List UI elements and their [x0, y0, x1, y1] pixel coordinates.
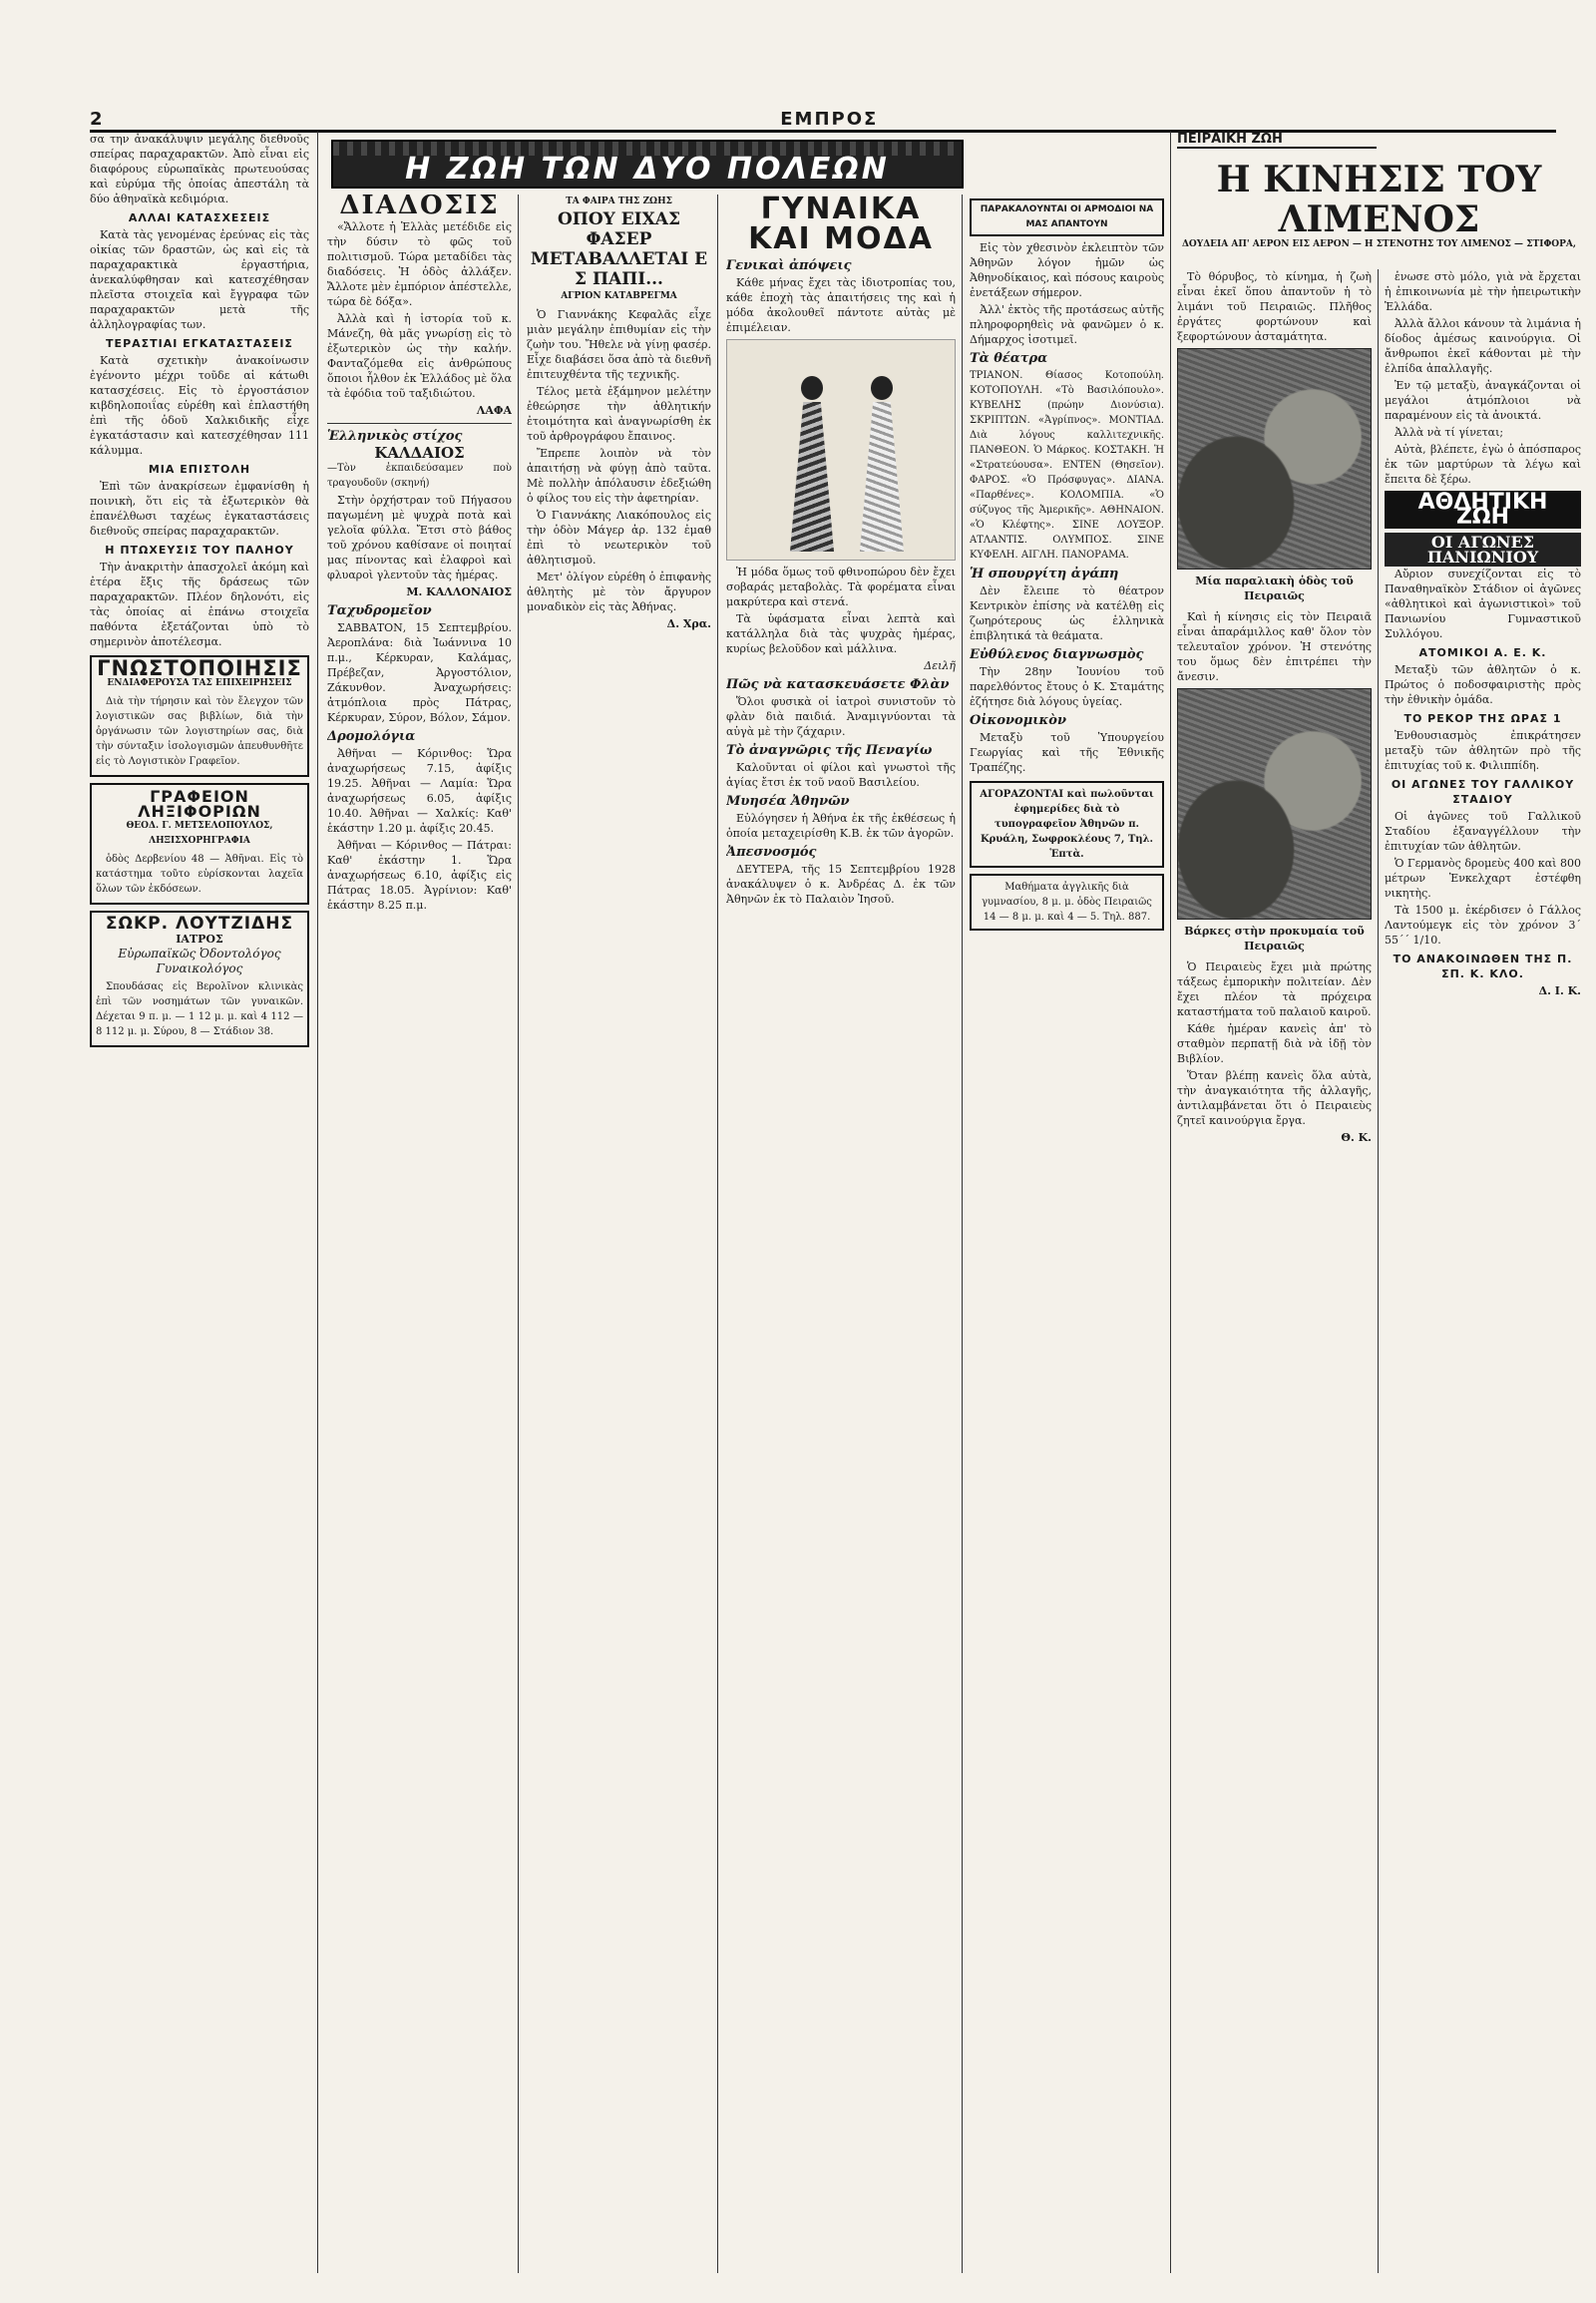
article-text: Ὁ Πειραιεὺς ἔχει μιὰ πρώτης τάξεως ἐμπορικὴν πολιτείαν. Δὲν ἔχει πλέον τὰ πρόχειρα καταστήματα τοῦ παλαιοῦ καιροῦ. — [1177, 960, 1372, 1018]
subhead-allai: ΑΛΛΑΙ ΚΑΤΑΣΧΕΣΕΙΣ — [128, 211, 271, 224]
article-text: Ἐπὶ τῶν ἀνακρίσεων ἐμφανίσθη ἡ ποινικὴ, ὅτι εἰς τὰ ἐξωτερικὸν θὰ ἐπανέλθωσι ταχέως ἐγκαταστάσεις διεθνοῦς σπείρας παραχαρακτῶν. — [90, 480, 309, 538]
section-athlitiki: ΑΘΛΗΤΙΚΗ ΖΩΗ — [1385, 491, 1581, 529]
article-text: Στὴν ὀρχήστραν τοῦ Πήγασου παγωμένη μὲ ψυχρὰ ποτὰ καὶ γελοῖα φύλλα. Ἔτσι στὸ βάθος τοῦ χρόνου καθίσανε οἱ ποιηταί μας πίνοντας καὶ ἐλαφροὶ καὶ φλυαροὶ γλεντοῦν τὰς ἡμέρας. — [327, 494, 512, 581]
article-text: Τέλος μετὰ ἐξάμηνον μελέτην ἐθεώρησε τὴν ἀθλητικήν ἐτοιμότητα καὶ ἀναγνωρίσθη ἐκ τοῦ ἀρθρογράφου ἔπαινος. — [527, 385, 711, 443]
article-text: Δὲν ἔλειπε τὸ θέατρον Κεντρικὸν ἐπίσης νὰ κατέλθῃ εἰς ζωηρότερους ὡς ἑλληνικὰ ἐπιβλητικά τὰ θεάματα. — [970, 584, 1164, 642]
article-text: Εὐλόγησεν ἡ Ἀθήνα ἐκ τῆς ἐκθέσεως ἡ ὁποία μεταχειρίσθη Κ.Β. ἐκ τῶν ἀγορῶν. — [726, 812, 956, 840]
column-rule — [717, 194, 718, 2273]
ad-doctor-role: ΙΑΤΡΟΣ — [176, 933, 223, 946]
kicker: ΤΑ ΦΑΙΡΑ ΤΗΣ ΖΩΗΣ — [566, 196, 672, 206]
subhead-dromologia: Δρομολόγια — [327, 729, 416, 744]
ad-doctor-specialty: Εὐρωπαϊκῶς Ὀδοντολόγος Γυναικολόγος — [118, 947, 281, 975]
subhead-ellinikos: Ἑλληνικὸς στίχος — [327, 429, 463, 444]
article-text: Οἱ ἀγῶνες τοῦ Γαλλικοῦ Σταδίου ἐξαναγγέλλουν τὴν ἐπιτυχίαν τῶν ἀθλητῶν. — [1385, 810, 1581, 853]
page-header — [90, 108, 1556, 133]
ad-grafeion — [90, 783, 309, 905]
column-5 — [970, 194, 1164, 2273]
column-6-body — [1177, 269, 1372, 2273]
column-3 — [527, 194, 711, 2273]
subhead-anakoinothen: ΤΟ ΑΝΑΚΟΙΝΩΘΕΝ ΤΗΣ Π. ΣΠ. Κ. ΚΛΟ. — [1393, 953, 1573, 980]
article-text: Ἐνθουσιασμὸς ἐπικράτησεν μεταξὺ τῶν ἀθλητῶν πρὸ τῆς ἐπιτυχίας τοῦ κ. Φιλιππίδη. — [1385, 729, 1581, 772]
ad-gnostopoiisis — [90, 655, 309, 777]
article-text: Ὁ Γιαννάκης Λιακόπουλος εἰς τὴν ὁδὸν Μάγερ ἀρ. 132 ἐμαθ ἐπὶ τὸ νεωτερικὸν τοῦ ἀθλητισμοῦ. — [527, 509, 711, 567]
article-text: Τὴν 28ην Ἰουνίου τοῦ παρελθόντος ἔτους ὁ Κ. Σταμάτης ἐζήτησε διὰ λόγους ὑγείας. — [970, 665, 1164, 708]
article-text: Ἀλλὰ καὶ ἡ ἱστορία τοῦ κ. Μάνεζη, θὰ μᾶς γνωρίσῃ εἰς τὸ ἐξωτερικὸν ὡς τὴν καλήν. Φανταζόμεθα εἰς ἀνθρώπους ὅποιοι ἦλθον ἐκ Ἑλλάδος μὲ ὅλα τὰ ἐφόδια τοῦ ταξιδιώτου. — [327, 312, 512, 400]
ad-body: Διὰ τὴν τήρησιν καὶ τὸν ἔλεγχον τῶν λογιστικῶν σας βιβλίων, διὰ τὴν ὀργάνωσιν τῶν λογιστηρίων σας, διὰ τὴν σύνταξιν ἰσολογισμῶν ἀπευθυνθῆτε εἰς τὸ Λογιστικὸν Γραφεῖον. — [96, 696, 303, 767]
headline-panioniou: ΟΙ ΑΓΩΝΕΣ ΠΑΝΙΩΝΙΟΥ — [1385, 533, 1581, 567]
column-rule — [962, 194, 963, 2273]
ad-title: ΓΡΑΦΕΙΟΝ ΛΗΞΙΦΟΡΙΩΝ — [138, 787, 261, 821]
ad-mathimata: Μαθήματα ἀγγλικῆς διὰ γυμνασίου, 8 μ. μ. ὁδὸς Πειραιῶς 14 — 8 μ. μ. καὶ 4 — 5. Τηλ. 887. — [970, 874, 1164, 931]
article-text: Αὔριον συνεχίζονται εἰς τὸ Παναθηναϊκὸν Στάδιον οἱ ἀγῶνες «ἀθλητικοὶ καὶ ἀγωνιστικοὶ» τοῦ Πανιωνίου Γυμναστικοῦ Συλλόγου. — [1385, 568, 1581, 640]
signature: Θ. Κ. — [1341, 1131, 1372, 1144]
headline-diadosis: ΔΙΑΔΟΣΙΣ — [339, 194, 500, 220]
ad-subtitle: ΕΝΔΙΑΦΕΡΟΥΣΑ ΤΑΣ ΕΠΙΧΕΙΡΗΣΕΙΣ — [107, 678, 292, 688]
article-text: Τὰ 1500 μ. ἐκέρδισεν ὁ Γάλλος Λαντούμεγκ εἰς τὸν χρόνον 3΄ 55΄΄ 1/10. — [1385, 904, 1581, 947]
column-4 — [726, 194, 956, 2273]
article-text: Ἀλλὰ νὰ τί γίνεται; — [1395, 426, 1504, 439]
column-rule — [317, 132, 318, 2273]
article-text: Ἀλλ' ἐκτὸς τῆς προτάσεως αὐτῆς πληροφορηθεὶς νὰ φανῶμεν ὁ κ. Δήμαρχος ἰσοτιμεῖ. — [970, 303, 1164, 346]
article-text: Ἀθῆναι — Κόρινθος — Πάτραι: Καθ' ἑκάστην 1. Ὥρα ἀναχωρήσεως 6.10, ἀφίξις εἰς Πάτρας 18.05. Ἀγρίνιον: Καθ' ἑκάστην 8.25 π.μ. — [327, 839, 512, 912]
subhead-spourgiti: Ἡ σπουργίτη ἀγάπη — [970, 567, 1119, 581]
article-text: Εἰς τὸν χθεσινὸν ἐκλειπτὸν τῶν Ἀθηνῶν λόγον ἡμῶν ὡς Ἀθηνοδίκαιος, καὶ πόσους καιροὺς ἐνετάξεων σήμερον. — [970, 241, 1164, 299]
section-peiraiki: ΠΕΙΡΑΙΚΗ ΖΩΗ — [1177, 132, 1377, 149]
subhead: ΑΓΡΙΟΝ ΚΑΤΑΒΡΕΓΜΑ — [561, 291, 677, 301]
article-text: Ἡ μόδα ὅμως τοῦ φθινοπώρου δὲν ἔχει σοβαράς μεταβολὰς. Τὰ φορέματα εἶναι μακρύτερα καὶ στενά. — [726, 566, 956, 608]
article-text: Κατὰ τὰς γενομένας ἐρεύνας εἰς τὰς οἰκίας τῶν δραστῶν, ὡς καὶ εἰς τὰ παραχαρακτικὰ ἐργαστήρια, ἀνεκαλύφθησαν καὶ κατεσχέθησαν πλεῖστα στοιχεῖα καὶ ἔγγραφα τῶν παραχαρακτῶν μετὰ τῆς ἀλληλογραφίας των. — [90, 228, 309, 331]
headline-gynaika-moda: ΓΥΝΑΙΚΑ ΚΑΙ ΜΟΔΑ — [748, 194, 934, 256]
article-text: Μεταξὺ τῶν ἀθλητῶν ὁ κ. Πρώτος ὁ ποδοσφαιριστὴς πρὸς τὴν ἐθνικὴν ὁμάδα. — [1385, 663, 1581, 706]
headline-kinisis: Η ΚΙΝΗΣΙΣ ΤΟΥ ΛΙΜΕΝΟΣ — [1216, 160, 1542, 240]
caption: Μία παραλιακὴ ὁδὸς τοῦ Πειραιῶς — [1195, 575, 1354, 602]
notice-box: ΠΑΡΑΚΑΛΟΥΝΤΑΙ ΟΙ ΑΡΜΟΔΙΟΙ ΝΑ ΜΑΣ ΑΠΑΝΤΟΥΝ — [970, 198, 1164, 236]
signature: Δ. Ι. Κ. — [1538, 984, 1581, 997]
subhead-oikonomikon: Οἰκονομικὸν — [970, 713, 1066, 728]
page-number: 2 — [90, 109, 103, 130]
ad-body: ὁδὸς Δερβενίου 48 — Ἀθῆναι. Εἰς τὸ κατάστημα τοῦτο εὑρίσκονται λαχεῖα ὅλων τῶν ἐκδόσεων. — [96, 854, 303, 895]
intro-text: σα την ἀνακάλυψιν μεγάλης διεθνοῦς σπείρας παραχαρακτῶν. Ἀπὸ εἶναι εἰς διαφόρους εὐρωπαϊκὰς πρωτευούσας καὶ εὐρύμα τῆς ὁποίας ἀπεστάλη τὰ δύο ἀθηναϊκὰ κεδιμόρια. — [90, 133, 309, 205]
column-7 — [1385, 269, 1581, 2273]
article-text: Κατὰ σχετικὴν ἀνακοίνωσιν ἐγένοντο μέχρι τοῦδε αἱ κάτωθι κατασχέσεις. Εἰς τὸ ἐργοστάσιον κιβδηλοποιΐας εὑρέθη καὶ ἐπλαστήθη ἐπὶ τῆς ὁδοῦ Χαλκιδικῆς εἶχε ἐγκατάστασιν καὶ κατεσχέθησαν 111 κάλυμμα. — [90, 354, 309, 457]
headline-sub: ΔΟΥΔΕΙΑ ΑΠ' ΑΕΡΟΝ ΕΙΣ ΑΕΡΟΝ — Η ΣΤΕΝΟΤΗΣ ΤΟΥ ΛΙΜΕΝΟΣ — ΣΤΙΦΟΡΑ, — [1181, 239, 1577, 249]
article-text: Ἀθῆναι — Κόρινθος: Ὥρα ἀναχωρήσεως 7.15, ἀφίξις 19.25. Ἀθῆναι — Λαμία: Ὥρα ἀναχωρήσεως 6.05, ἀφίξις 10.40. Ἀθῆναι — Χαλκίς: Καθ' ἑκάστην 1.20 μ. ἀφίξις 20.45. — [327, 747, 512, 835]
signature: Μ. ΚΑΛΛΟΝΑΙΟΣ — [406, 585, 512, 598]
harbor-photo-1-icon — [1177, 348, 1372, 570]
subhead-rekor: ΤΟ ΡΕΚΟΡ ΤΗΣ ΩΡΑΣ 1 — [1403, 712, 1562, 725]
subhead-taxydromeion: Ταχυδρομεῖον — [327, 603, 432, 618]
article-text: Ἔπρεπε λοιπὸν νὰ τὸν ἀπαιτήσῃ νὰ φύγῃ ἀπὸ ταῦτα. Μὲ πολλὴν ἀπόλαυσιν ἐδεξιώθη ὁ φίλος του εἰς τὴν ἀφετηρίαν. — [527, 447, 711, 505]
column-2 — [327, 194, 512, 2273]
subhead-anagnosma: Τὸ ἀναγνῶρις τῆς Πεναγίω — [726, 743, 933, 758]
article-text: Ὁ Γερμανὸς δρομεὺς 400 καὶ 800 μέτρων Ἐνκελχαρτ ἐστέφθη νικητὴς. — [1385, 857, 1581, 900]
article-text: Τὸ θόρυβος, τὸ κίνημα, ἡ ζωὴ εἶναι ἐκεῖ ὅπου ἀπαντοῦν ἡ τὸ λιμάνι τοῦ Πειραιῶς. Πλῆθος ἐργάτες φορτώνουν καὶ ξεφορτώνουν ἀσταμάτητα. — [1177, 270, 1372, 343]
ad-agorazontai: ΑΓΟΡΑΖΟΝΤΑΙ καὶ πωλοῦνται ἐφημερίδες διὰ τὸ τυπογραφεῖον Ἀθηνῶν π. Κρυάλη, Σωφροκλέους 7, Τηλ. Ἑπτὰ. — [970, 781, 1164, 868]
figure-light — [852, 376, 912, 552]
ad-doctor-name: ΣΩΚΡ. ΛΟΥΤΖΙΔΗΣ — [105, 914, 294, 934]
subhead-ptoxeusis: Η ΠΤΩΧΕΥΣΙΣ ΤΟΥ ΠΑΛΗΟΥ — [105, 544, 294, 557]
article-text: Ἀλλὰ ἄλλοι κάνουν τὰ λιμάνια ἡ δίοδος ἀμέσως καινούργια. Οἱ ἄνθρωποι ἐκεῖ κάθονται μὲ τὴν ἐλπίδα ἀπαλλαγῆς. — [1385, 317, 1581, 375]
column-rule — [518, 194, 519, 2273]
article-text: Τὴν ἀνακριτὴν ἀπασχολεῖ ἀκόμη καὶ ἐτέρα ἔξις τῆς δράσεως τῶν παραχαρακτῶν. Πλέον δηλονότι, εἰς τὰς ὁποίας αἱ ἐπάνω στοιχεῖα παθόντα ἐξετάζονται ὑπὸ τὸ σημερινὸν ἀποτέλεσμα. — [90, 561, 309, 648]
article-text: Ὅλοι φυσικὰ οἱ ἰατροὶ συνιστοῦν τὸ φλὰν διὰ παιδιά. Ἀναμιγνύονται τὰ αὐγὰ μὲ τὴν ζάχαριν. — [726, 695, 956, 738]
subhead-mousa: Μυησέα Ἀθηνῶν — [726, 794, 850, 809]
divider — [327, 423, 512, 424]
ad-title: ΓΝΩΣΤΟΠΟΙΗΣΙΣ — [97, 656, 302, 680]
subhead-pos: Πῶς νὰ κατασκευάσετε Φλὰν — [726, 677, 950, 692]
subhead-geniki: Γενικαὶ ἀπόψεις — [726, 258, 852, 273]
article-text: ΔΕΥΤΕΡΑ, τῆς 15 Σεπτεμβρίου 1928 ἀνακάλυψεν ὁ κ. Ἀνδρέας Δ. ἐκ τῶν Ἀθηνῶν ἐκ τὸ Παλαιὸν Ἰησοῦ. — [726, 863, 956, 906]
article-text: «Ἄλλοτε ἡ Ἑλλὰς μετέδιδε εἰς τὴν δύσιν τὸ φῶς τοῦ πολιτισμοῦ. Τώρα μεταδίδει τὰς διαδόσεις. Ἡ ὁδὸς ἀλλάξεν. Ἄλλοτε μὲν ἐμπόριον ἀπέστελλε, τώρα δὲ δόξα». — [327, 220, 512, 308]
article-text: —Τὸν ἐκπαιδεύσαμεν ποὺ τραγουδοῦν (σκηνή) — [327, 463, 512, 489]
article-text: Κάθε ἡμέραν κανεὶς ἀπ' τὸ σταθμὸν περπατῇ διὰ νὰ ἰδῇ τὸν Βιβλίον. — [1177, 1022, 1372, 1065]
article-text: Ὁ Γιαννάκης Κεφαλᾶς εἶχε μιὰν μεγάλην ἐπιθυμίαν εἰς τὴν ζωὴν του. Ἤθελε νὰ γίνῃ φασέρ. Εἶχε διαβάσει ὅσα ἀπὸ τὰ διεθνῆ ἐπιτευχθέντα τῆς τεχνικῆς. — [527, 308, 711, 381]
subhead-galloi: ΟΙ ΑΓΩΝΕΣ ΤΟΥ ΓΑΛΛΙΚΟΥ ΣΤΑΔΙΟΥ — [1391, 778, 1575, 806]
headline-kaldaios: ΚΑΛΔΑΙΟΣ — [374, 444, 465, 462]
article-text: Κάθε μήνας ἔχει τὰς ἰδιοτροπίας του, κάθε ἐποχὴ τὰς ἀπαιτήσεις της καὶ ἡ μόδα ἀκολουθεῖ πάντοτε αὐτὰς μὲ ἐπιμέλειαν. — [726, 276, 956, 334]
article-text: Καλοῦνται οἱ φίλοι καὶ γνωστοὶ τῆς ἁγίας ἔτσι ἐκ τοῦ ναοῦ Βασιλείου. — [726, 761, 956, 789]
harbor-photo-2-icon — [1177, 688, 1372, 920]
section-banner — [331, 140, 964, 189]
article-text: ΣΑΒΒΑΤΟΝ, 15 Σεπτεμβρίου. Ἀεροπλάνα: διὰ Ἰωάννινα 10 π.μ., Κέρκυραν, Καλάμας, Πρέβεζαν, Ἀργοστόλιον, Ζάκυνθον. Ἀναχωρήσεις: ἀτμόπλοια πρὸς Πάτρας, Κέρκυραν, Σύρον, Βόλον, Σάμον. — [327, 621, 512, 724]
article-text: ἑνωσε στὸ μόλο, γιὰ νὰ ἔρχεται ἡ ἐπικοινωνία μὲ τὴν ἡπειρωτικὴν Ἑλλάδα. — [1385, 270, 1581, 313]
article-text: Καὶ ἡ κίνησις εἰς τὸν Πειραιᾶ εἶναι ἀπαράμιλλος καθ' ὅλον τὸν τελευταῖον χρόνον. Ἡ στενότης του ὅμως δὲν ἐπιτρέπει τὴν ἄνεσιν. — [1177, 610, 1372, 683]
subhead-atomikoi: ΑΤΟΜΙΚΟΙ Α. Ε. Κ. — [1418, 646, 1547, 659]
article-text: Τὰ ὑφάσματα εἶναι λεπτὰ καὶ κατάλληλα διὰ τὰς ψυχρὰς ἡμέρας, κυρίως βελοῦδον καὶ μάλλινα. — [726, 612, 956, 655]
subhead-theatra: Τὰ θέατρα — [970, 351, 1048, 366]
caption: Βάρκες στὴν προκυμαία τοῦ Πειραιῶς — [1184, 925, 1365, 953]
ad-subtitle: ΘΕΟΔ. Γ. ΜΕΤΣΕΛΟΠΟΥΛΟΣ, ΛΗΞΙΣΧΟΡΗΓΡΑΦΙΑ — [126, 821, 273, 846]
article-text: Ἐν τῷ μεταξὺ, ἀναγκάζονται οἱ μεγάλοι ἀτμόπλοιοι νὰ παραμένουν εἰς τὰ ἀνοικτά. — [1385, 379, 1581, 422]
column-rule — [1170, 132, 1171, 2273]
article-text: Μετ' ὀλίγον εὑρέθη ὁ ἐπιφανὴς ἀθλητὴς μὲ τὸν ἄργυρον μοναδικὸν εἰς τὰς Ἀθήνας. — [527, 571, 711, 613]
column-1 — [90, 132, 309, 2273]
signature: Δ. Χρα. — [666, 617, 711, 630]
signature: Δειλῆ — [924, 659, 956, 672]
ad-body: Σπουδάσας εἰς Βερολῖνον κλινικὰς ἐπὶ τῶν νοσημάτων τῶν γυναικῶν. Δέχεται 9 π. μ. — 1 12 μ. μ. καὶ 4 112 — 8 112 μ. μ. Σύρου, 8 — Στάδιον 38. — [96, 981, 303, 1037]
subhead-diagnosmos: Εὐθύλενος διαγνωσμὸς — [970, 647, 1144, 662]
headline-faser: ΟΠΟΥ ΕΙΧΑΣ ΦΑΣΕΡ ΜΕΤΑΒΑΛΛΕΤΑΙ Ε Σ ΠΑΠΙ... — [530, 209, 708, 289]
article-text: Ὅταν βλέπῃ κανεὶς ὅλα αὐτὰ, τὴν ἀναγκαιότητα τῆς ἀλλαγῆς, ἀντιλαμβάνεται ὅτι ὁ Πειραιεὺς ζητεῖ καινούργια ἔργα. — [1177, 1069, 1372, 1127]
subhead-apesnosmos: Ἀπεσνοσμός — [726, 845, 817, 860]
column-rule — [1378, 269, 1379, 2273]
signature: ΛΑΦΑ — [476, 404, 512, 417]
article-text: Αὐτὰ, βλέπετε, ἐγὼ ὁ ἀπόσπαρος ἐκ τῶν μαρτύρων τὰ λέγω καὶ ἔπειτα δὲ ξέρω. — [1385, 443, 1581, 486]
theater-listings: ΤΡΙΑΝΟΝ. Θίασος Κοτοπούλη. ΚΟΤΟΠΟΥΛΗ. «Τὸ Βασιλόπουλο». ΚΥΒΕΛΗΣ (πρώην Διονύσια). ΣΚΡΙΠΤΩΝ. «Ἀγρίπνος». ΜΟΝΤΙΑΔ. Διὰ λόγους καλλιτεχνικῆς. ΠΑΝΘΕΟΝ. Ὁ Μάρκος. ΚΟΣΤΑΚΗ. Ἡ «Στρατεύουσα». ΕΝΤΕΝ (Θησεῖον). ΦΑΡΟΣ. «Ὁ Πρόσφυγας». ΔΙΑΝΑ. «Παρθένες». ΚΟΛΟΜΠΙΑ. «Ὁ σύζυγος τῆς Ἀμερικῆς». ΑΘΗΝΑΙΟΝ. «Ὁ Κλέφτης». ΣΙΝΕ ΛΟΥΞΟΡ. ΑΤΛΑΝΤΙΣ. ΟΛΥΜΠΟΣ. ΣΙΝΕ ΚΥΦΕΛΗ. ΑΙΓΛΗ. ΠΑΝΟΡΑΜΑ. — [970, 370, 1164, 561]
ad-doctor — [90, 911, 309, 1047]
headline-block — [1177, 160, 1581, 249]
subhead-mia-epistoli: ΜΙΑ ΕΠΙΣΤΟΛΗ — [148, 463, 251, 476]
banner-title: Η ΖΩΗ ΤΩΝ ΔΥΟ ΠΟΛΕΩΝ — [405, 152, 890, 187]
masthead: ΕΜΠΡΟΣ — [780, 109, 879, 130]
subhead-teratia: ΤΕΡΑΣΤΙΑΙ ΕΓΚΑΤΑΣΤΑΣΕΙΣ — [106, 337, 293, 350]
fashion-illustration-icon — [726, 339, 956, 561]
article-text: Μεταξὺ τοῦ Ὑπουργείου Γεωργίας καὶ τῆς Ἐθνικῆς Τραπέζης. — [970, 731, 1164, 774]
figure-dark — [782, 376, 842, 552]
